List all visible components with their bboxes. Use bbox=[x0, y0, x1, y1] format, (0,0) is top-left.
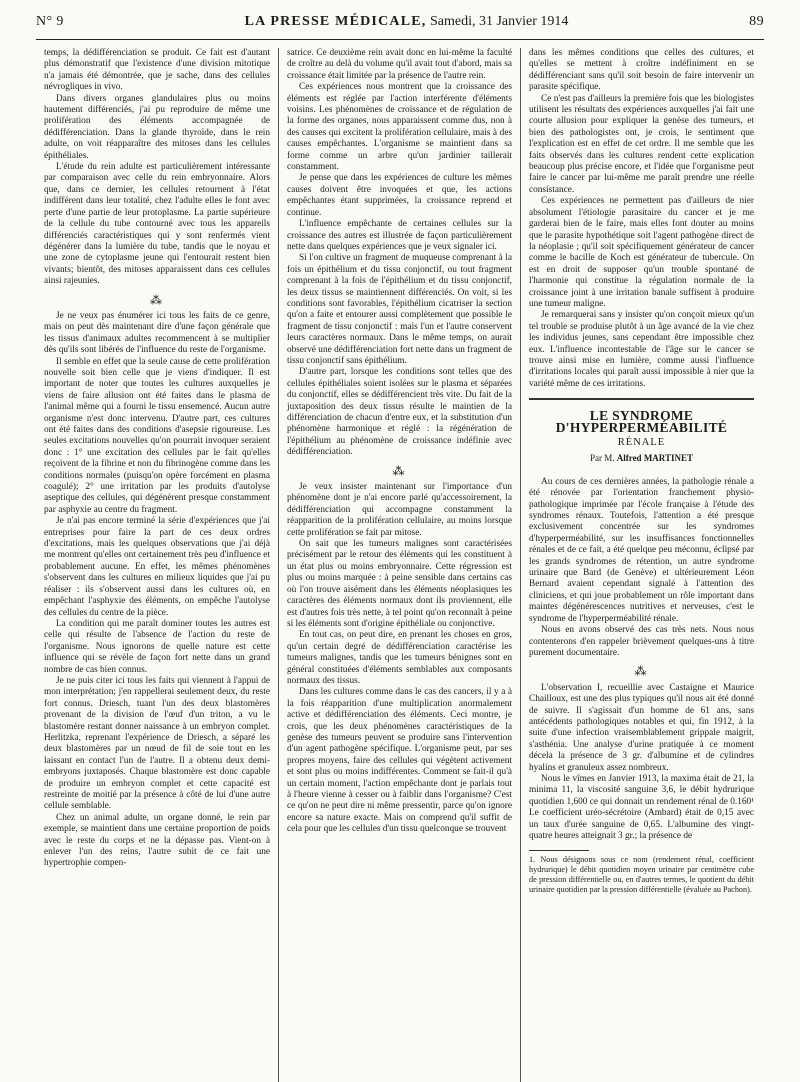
paragraph: Ces expériences nous montrent que la croissance des éléments est réglée par l'action interférente d'éléments voisins. Les phénomènes de croissance et de régulation de la forme des organes, nous apparaissent comme dus, non à des causes qui excitent la prolifération cellulaire, mais à des causes empêchantes. L'organisme se maintient dans sa forme comme un arbre qu'un jardinier taillerait constamment. bbox=[287, 82, 512, 173]
section-separator-stars: ⁂ bbox=[634, 664, 649, 679]
paragraph: Il semble en effet que la seule cause de cette prolifération nouvelle soit bien celle que je viens d'indiquer. Il est important de noter que toutes les cultures auxquelles je viens de faire allusion ont été faites dans le plasma de l'animal même qui a fourni le tissu ensemencé. Aucun autre organisme n'est donc intervenu. D'autre part, ces cultures ont été faites dans des conditions d'asepsie rigoureuse. Les seules excitations nouvelles qu'on pourrait invoquer seraient donc : 1° une excitation des cellules par le fait qu'elles reçoivent de la fibrine et non du fibrinogène comme dans les conditions normales (puisqu'on opère forcément en plasma coagulé); 2° une irritation par les produits d'autolyse aseptique des cellules, qui dégénèrent presque constamment par asphyxie au centre du fragment. bbox=[44, 356, 270, 515]
paragraph: Dans les cultures comme dans le cas des cancers, il y a à la fois réapparition d'une multiplication anormalement active et dédifférenciation des éléments. Ceci montre, je crois, que les deux phénomènes caractéristiques de la genèse des tumeurs peuvent se produire sans l'intervention d'un agent pathogène spécifique. L'organisme peut, par ses propres moyens, faire des cellules qui végètent activement et sont plus ou moins indifférentes. Comment se fait-il qu'à un certain moment, l'action empêchante dont je parlais tout à l'heure vienne à cesser ou à faiblir dans l'organisme? C'est ce qu'on ne peut dire ni même pressentir, parce qu'on ignore encore sa nature exacte. Mais on comprend qu'il suffit de cela pour que les cellules d'un tissu quelconque se trouvent bbox=[287, 687, 512, 835]
paragraph: Je n'ai pas encore terminé la série d'expériences que j'ai entreprises pour faire la part de ces deux ordres d'excitations, mais les quelques observations que j'ai déjà me montrent qu'elles ont certainement très peu d'influence et probablement aucune. En effet, les mêmes phénomènes s'observent dans les cultures en milieux liquides que j'ai pu réaliser : ils s'observent aussi dans les cultures où, en empêchant l'asphyxie des éléments, on empêche l'autolyse des cellules du centre de la pièce. bbox=[44, 516, 270, 618]
paragraph: L'influence empêchante de certaines cellules sur la croissance des autres est illustrée de façon particulièrement nette dans quelques expériences que je veux signaler ici. bbox=[287, 219, 512, 252]
paragraph: D'autre part, lorsque les conditions sont telles que des cellules épithéliales soient isolées sur le plasma et séparées du conjonctif, elles se dédifférencient très vite. Du fait de la juxtaposition des deux tissus résulte le maintien de la différenciation de chacun d'entre eux, et la substitution d'un phénomène harmonique et réglé : la régénération de l'épithélium au phénomène de croissance indéfinie avec dédifférenciation. bbox=[287, 367, 512, 458]
article-subtitle: RÉNALE bbox=[617, 437, 666, 448]
journal-name: LA PRESSE MÉDICALE, bbox=[244, 14, 427, 29]
footnote: 1. Nous désignons sous ce nom (rendement rénal, coefficient hydrurique) le débit quotidien moyen urinaire par centimètre cube de pression différentielle ou, en d'autres termes, le quotient du débit urinaire quotidien par la pression différentielle (évaluée au Pachon). bbox=[529, 855, 754, 895]
paragraph: Je ne veux pas énumérer ici tous les faits de ce genre, mais on peut dès maintenant dire d'une façon générale que les tissus d'animaux adultes recommencent à se multiplier dès qu'ils sont libérés de l'influence du reste de l'organisme. bbox=[44, 310, 270, 356]
article-title: LE SYNDROME D'HYPERPERMÉABILITÉ bbox=[555, 408, 728, 435]
paragraph: Je pense que dans les expériences de culture les mêmes causes doivent être invoquées et que, les actions empêchantes étant supprimées, la croissance reprend et continue. bbox=[287, 173, 512, 218]
paragraph: Ce n'est pas d'ailleurs la première fois que les biologistes utilisent les résultats des expériences auxquelles j'ai fait une courte allusion pour expliquer la genèse des tumeurs, et bien des pathologistes ont, je crois, le sentiment que l'explication est en effet de cet ordre. Il me semble que les faits observés dans les cultures rendent cette explication beaucoup plus précise encore, et l'idée que l'organisme peut faire le cancer par lui-même me paraît prendre une réelle consistance. bbox=[529, 93, 754, 195]
paragraph: satrice. Ce deuxième rein avait donc en lui-même la faculté de croître au delà du volume qu'il avait tout d'abord, mais sa croissance était limitée par la présence de l'autre rein. bbox=[287, 48, 512, 81]
paragraph: Nous le vîmes en Janvier 1913, la maxima était de 21, la minima 11, la viscosité sanguine 3,6, le débit hydrurique quotidien 1,600 ce qui donnait un rendement rénal de 0.160¹ Le coefficient uréo-sécrétoire (Ambard) était de 0,15 avec un taux d'urée sanguine de 0,65. L'albumine des vingt-quatre heures atteignait 3 gr.; la présence de bbox=[529, 773, 754, 841]
paragraph: On sait que les tumeurs malignes sont caractérisées précisément par le retour des éléments qui les constituent à un état plus ou moins embryonnaire. Cette régression est plus ou moins marquée : à peine sensible dans certains cas où l'on trouve aisément dans les éléments néoplasiques les caractères des éléments normaux dont ils proviennent, elle est d'autres fois très nette, à tel point qu'on reconnaît à peine si les éléments sont d'origine épithéliale ou conjonctive. bbox=[287, 539, 512, 629]
paragraph: Au cours de ces dernières années, la pathologie rénale a été rénovée par l'orientation franchement physio-pathologique imprimée par l'école française à l'étude des syndromes rénaux. Toutefois, l'attention a été presque exclusivement concentrée sur les syndromes d'hyperperméabilité, sur les insuffisances fonctionnelles rénales et de ce fait, a été quelque peu méconnu, éclipsé par les grands syndromes de rétention, un autre syndrome urinaire que Bard (de Genève) et ultérieurement Léon Bernard avaient cependant signalé à l'attention des cliniciens, et qui joue probablement un rôle important dans maintes dégénérescences nutritives et nerveuses, c'est le syndrome de l'hyperperméabilité rénale. bbox=[529, 476, 754, 624]
byline-prefix: Par M. bbox=[589, 453, 617, 464]
paragraph: Si l'on cultive un fragment de muqueuse comprenant à la fois un épithélium et du tissu conjonctif, ou tout fragment comprenant à la fois de l'épithélium et du tissu conjonctif, les deux tissus se maintiennent différenciés. On voit, si les conditions sont favorables, l'épithélium cicatriser la section qu'on a faite et entourer aussi complètement que possible le fragment de tissu conjonctif : mais l'un et l'autre conservent leurs caractères normaux. Dans le même temps, on aurait observé une dédifférenciation fort nette dans un fragment de tissu conjonctif sans épithélium. bbox=[287, 253, 512, 366]
paragraph: La condition qui me paraît dominer toutes les autres est celle qui résulte de l'absence de l'action du reste de l'organisme. Nous ignorons de quelle nature est cette influence qui se révèle de façon fort nette dans un grand nombre de cas bien connus. bbox=[44, 618, 270, 675]
paragraph: temps, la dédifférenciation se produit. Ce fait est d'autant plus démonstratif que l'existence d'une division mitotique n'a jamais été démontrée, que je sache, dans des cellules névrogliques in vivo. bbox=[44, 48, 270, 93]
paragraph: Ces expériences ne permettent pas d'ailleurs de nier absolument l'étiologie parasitaire du cancer et je me garderai bien de le faire, mais elles font douter au moins que le parasite hypothétique soit l'agent pathogène direct de la néoplasie ; qu'il soit spécifiquement générateur de cancer comme le bacille de Koch est générateur de tubercule. On est en droit de supposer qu'un trouble spontané de l'harmonie qui constitue la régulation normale de la croissance joint à une irritation banale suffisent à produire une tumeur maligne. bbox=[529, 196, 754, 309]
page-number-left: N° 9 bbox=[36, 14, 64, 29]
author-name: Alfred MARTINET bbox=[616, 453, 694, 464]
paragraph: Je ne puis citer ici tous les faits qui viennent à l'appui de mon interprétation; j'en rappellerai seulement deux, du reste fort connus. Driesch, tuant l'un des deux blastomères provenant de la division de l'œuf d'un triton, a vu le blastomère restant donner naissance à un embryon complet. Herlitzka, reprenant l'expérience de Driesch, a séparé les deux blastomères par un nœud de fil de soie tout en les laissant en contact l'un de l'autre. Il a obtenu deux demi-embryons juxtaposés. Chaque blastomère est donc capable de produire un embryon complet et cette capacité est restreinte de moitié par la présence à côté de lui d'une autre cellule semblable. bbox=[44, 675, 270, 812]
paragraph: Je veux insister maintenant sur l'importance d'un phénomène dont je n'ai encore parlé qu'accessoirement, la dédifférenciation qui accompagne constamment la réapparition de la prolifération cellulaire, au moins lorsque cette prolifération se fait par mitose. bbox=[287, 482, 512, 538]
page-number-right: 89 bbox=[749, 14, 764, 29]
section-separator-stars: ⁂ bbox=[150, 292, 164, 307]
column-1 bbox=[36, 48, 278, 1082]
column-3 bbox=[520, 48, 762, 1082]
footnote-rule bbox=[529, 850, 589, 851]
paragraph: L'étude du rein adulte est particulièrement intéressante par comparaison avec celle du rein embryonnaire. Alors que, dans ce dernier, les cellules retournent à l'état indifférent dans leur totalité, chez l'adulte elles le font avec perte d'une partie de leur protoplasme. La partie supérieure de la cellule du tube contourné avec tous les appareils différenciés caractéristiques qui y sont renfermés vient dégénérer dans la lumière du tube, tandis que le noyau et une zone de cytoplasme jeune qui l'entourait restent bien vivants; bientôt, des mitoses apparaissent dans ces cellules ainsi rajeunies. bbox=[44, 162, 270, 287]
paragraph: Chez un animal adulte, un organe donné, le rein par exemple, se maintient dans une certaine proportion de poids avec le reste du corps et ne la dépasse pas. Vient-on à enlever l'un des reins, l'autre subit de ce fait une hypertrophie compen- bbox=[44, 812, 270, 869]
paragraph: Je remarquerai sans y insister qu'on conçoit mieux qu'un tel trouble se produise plutôt à un âge avancé de la vie chez les individus jeunes, sans cependant être impossible chez eux. L'influence incontestable de l'âge sur le cancer se trouve ainsi mise en lumière, comme aussi l'influence d'irritations locales qui paraît aussi impossible à nier que la variété même de ces irritations. bbox=[529, 310, 754, 389]
text-columns bbox=[36, 48, 764, 1082]
issue-date: Samedi, 31 Janvier 1914 bbox=[426, 14, 569, 29]
paragraph: dans les mêmes conditions que celles des cultures, et qu'elles se mettent à croître indéfiniment en se dédifférenciant sans qu'il soit besoin de faire intervenir un parasite spécifique. bbox=[529, 48, 754, 93]
paragraph: En tout cas, on peut dire, en prenant les choses en gros, qu'un certain degré de dédifférenciation caractérise les tumeurs malignes, tandis que les tumeurs bénignes sont en général constituées d'éléments semblables aux composants normaux des tissus. bbox=[287, 630, 512, 686]
page-header bbox=[36, 14, 764, 40]
journal-title bbox=[245, 14, 569, 30]
paragraph: Nous en avons observé des cas très nets. Nous nous contenterons d'en rappeler brièvement quelques-uns à titre purement documentaire. bbox=[529, 625, 754, 658]
column-2 bbox=[278, 48, 520, 1082]
article-divider bbox=[529, 398, 754, 400]
paragraph: L'observation I, recueillie avec Castaigne et Maurice Chailloux, est une des plus typiques qu'il nous ait été donné de suivre. Il s'agissait d'un homme de 61 ans, sans antécédents pathologiques notables et qui, fin 1912, à la suite d'une infection vraisemblablement grippale maigrit, s'asthénia. Une analyse d'urine pratiquée à ce moment décela la présence de 3 gr. d'albumine et de cylindres hyalins et granuleux assez nombreux. bbox=[529, 682, 754, 773]
paragraph: Dans divers organes glandulaires plus ou moins hautement différenciés, j'ai pu reproduire de même une prolifération des éléments accompagnée de dédifférenciation. Dans la glande thyroïde, dans le rein adulte, on voit réapparaître des mitoses dans les cellules épithéliales. bbox=[44, 93, 270, 161]
article-byline bbox=[529, 453, 754, 464]
section-separator-stars: ⁂ bbox=[392, 463, 407, 478]
